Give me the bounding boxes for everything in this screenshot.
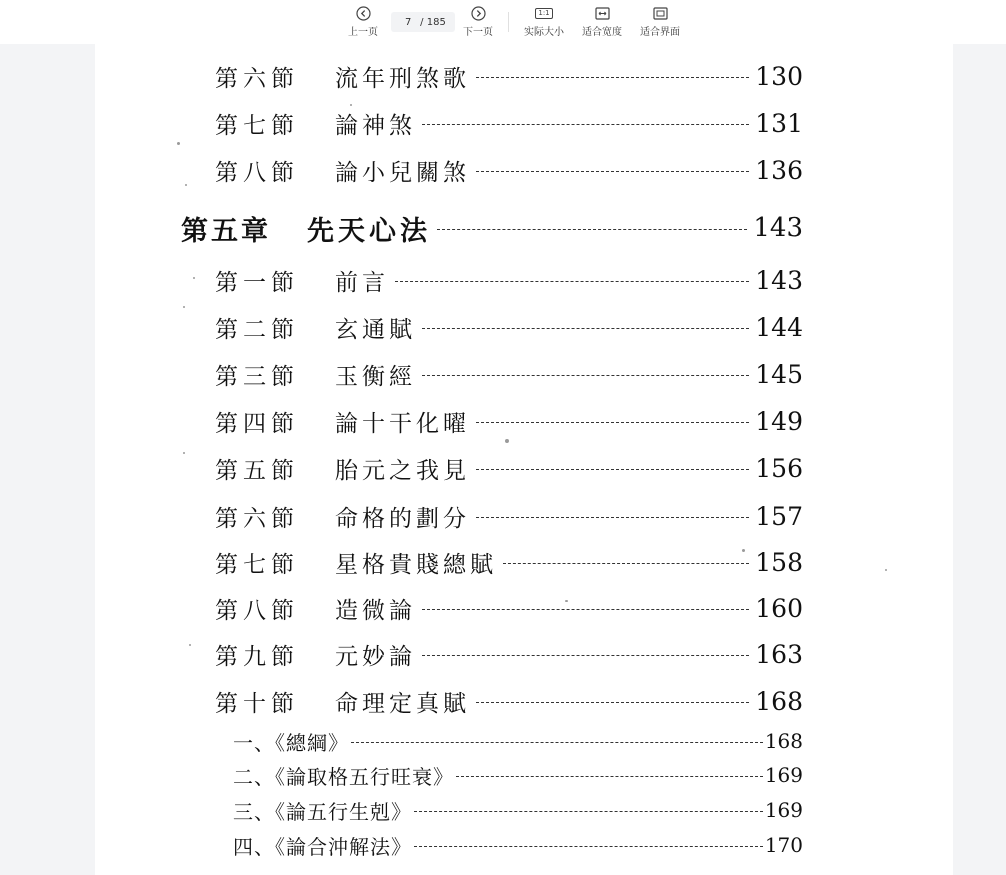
leader-line — [437, 229, 747, 230]
page-number: 163 — [755, 639, 803, 669]
subsection-title: 二、《論取格五行旺衰》 — [233, 764, 454, 789]
section-number: 第二節 — [215, 316, 299, 343]
fit-page-button[interactable] — [637, 4, 683, 40]
leader-line — [476, 77, 749, 78]
next-page-button[interactable] — [459, 4, 497, 40]
page-number: 169 — [764, 763, 803, 787]
chevron-right-circle-icon — [471, 4, 486, 22]
section-number: 第十節 — [215, 690, 299, 717]
toc-entry — [215, 681, 803, 721]
leader-line — [476, 422, 749, 423]
toc-subentry — [233, 759, 803, 791]
page-number: 157 — [755, 501, 803, 531]
section-number: 第九節 — [215, 643, 299, 670]
section-title: 星格貴賤總賦 — [335, 551, 497, 578]
section-number: 第八節 — [215, 597, 299, 624]
total-pages: / 185 — [420, 16, 446, 28]
page-number: 160 — [755, 593, 803, 623]
page-indicator — [391, 12, 455, 32]
leader-line — [422, 328, 749, 329]
chevron-left-circle-icon — [356, 4, 371, 22]
page-number: 145 — [755, 359, 803, 389]
leader-line — [476, 702, 749, 703]
section-number: 第六節 — [215, 65, 299, 92]
page-number: 136 — [755, 155, 803, 185]
page-number: 158 — [755, 547, 803, 577]
leader-line — [422, 124, 749, 125]
page-number: 168 — [764, 729, 803, 753]
prev-page-button[interactable] — [344, 4, 382, 40]
section-title: 前言 — [335, 269, 389, 296]
leader-line — [414, 846, 763, 847]
chapter-title: 先天心法 — [307, 215, 431, 247]
section-title: 玄通賦 — [335, 316, 416, 343]
page-number: 130 — [755, 61, 803, 91]
leader-line — [351, 742, 763, 743]
section-number: 第六節 — [215, 505, 299, 532]
actual-size-button[interactable] — [521, 4, 567, 40]
page-number: 169 — [764, 798, 803, 822]
toc-entry — [215, 496, 803, 536]
toolbar-divider — [508, 12, 509, 32]
leader-line — [476, 469, 749, 470]
section-title: 命理定真賦 — [335, 690, 470, 717]
page-number: 143 — [753, 213, 803, 243]
document-page — [95, 44, 953, 875]
current-page-input[interactable]: 7 — [404, 16, 412, 28]
leader-line — [503, 563, 749, 564]
toc-entry — [215, 448, 803, 488]
fit-page-icon — [653, 4, 668, 22]
actual-size-label: 实际大小 — [524, 27, 564, 38]
actual-size-icon: 1:1 — [535, 4, 552, 22]
section-title: 論十干化曜 — [335, 410, 470, 437]
page-number: 149 — [755, 406, 803, 436]
toc-subentry — [233, 794, 803, 826]
page-number: 170 — [764, 833, 803, 857]
chapter-number: 第五章 — [181, 215, 271, 247]
page-number: 156 — [755, 453, 803, 483]
toc-entry — [215, 401, 803, 441]
section-title: 元妙論 — [335, 643, 416, 670]
fit-page-label: 适合界面 — [640, 27, 680, 38]
section-number: 第八節 — [215, 159, 299, 186]
section-title: 胎元之我見 — [335, 457, 470, 484]
subsection-title: 一、《總綱》 — [233, 730, 349, 755]
page-number: 143 — [755, 265, 803, 295]
fit-width-button[interactable] — [579, 4, 625, 40]
toc-entry — [215, 634, 803, 674]
leader-line — [422, 375, 749, 376]
section-number: 第五節 — [215, 457, 299, 484]
section-title: 論小兒關煞 — [335, 159, 470, 186]
section-title: 流年刑煞歌 — [335, 65, 470, 92]
section-title: 命格的劃分 — [335, 505, 470, 532]
leader-line — [414, 811, 763, 812]
toc-entry — [215, 150, 803, 190]
fit-width-icon — [595, 4, 610, 22]
toc-chapter-entry — [181, 206, 803, 250]
page-number: 131 — [755, 108, 803, 138]
next-page-label: 下一页 — [463, 27, 493, 38]
toc-entry — [215, 588, 803, 628]
section-title: 玉衡經 — [335, 363, 416, 390]
section-number: 第四節 — [215, 410, 299, 437]
subsection-title: 三、《論五行生剋》 — [233, 799, 412, 824]
toc-entry — [215, 103, 803, 143]
toc-entry — [215, 354, 803, 394]
page-number: 144 — [755, 312, 803, 342]
subsection-title: 四、《論合沖解法》 — [233, 834, 412, 859]
leader-line — [476, 517, 749, 518]
leader-line — [476, 171, 749, 172]
viewer-toolbar — [0, 0, 1006, 44]
leader-line — [395, 281, 749, 282]
page-number: 168 — [755, 686, 803, 716]
prev-page-label: 上一页 — [348, 27, 378, 38]
leader-line — [422, 609, 749, 610]
toc-entry — [215, 542, 803, 582]
section-number: 第三節 — [215, 363, 299, 390]
section-number: 第七節 — [215, 112, 299, 139]
leader-line — [456, 776, 763, 777]
toc-subentry — [233, 725, 803, 757]
toc-entry — [215, 56, 803, 96]
section-number: 第一節 — [215, 269, 299, 296]
toc-entry — [215, 307, 803, 347]
section-number: 第七節 — [215, 551, 299, 578]
toc-entry — [215, 260, 803, 300]
toc-subentry — [233, 829, 803, 861]
leader-line — [422, 655, 749, 656]
fit-width-label: 适合宽度 — [582, 27, 622, 38]
section-title: 造微論 — [335, 597, 416, 624]
section-title: 論神煞 — [335, 112, 416, 139]
